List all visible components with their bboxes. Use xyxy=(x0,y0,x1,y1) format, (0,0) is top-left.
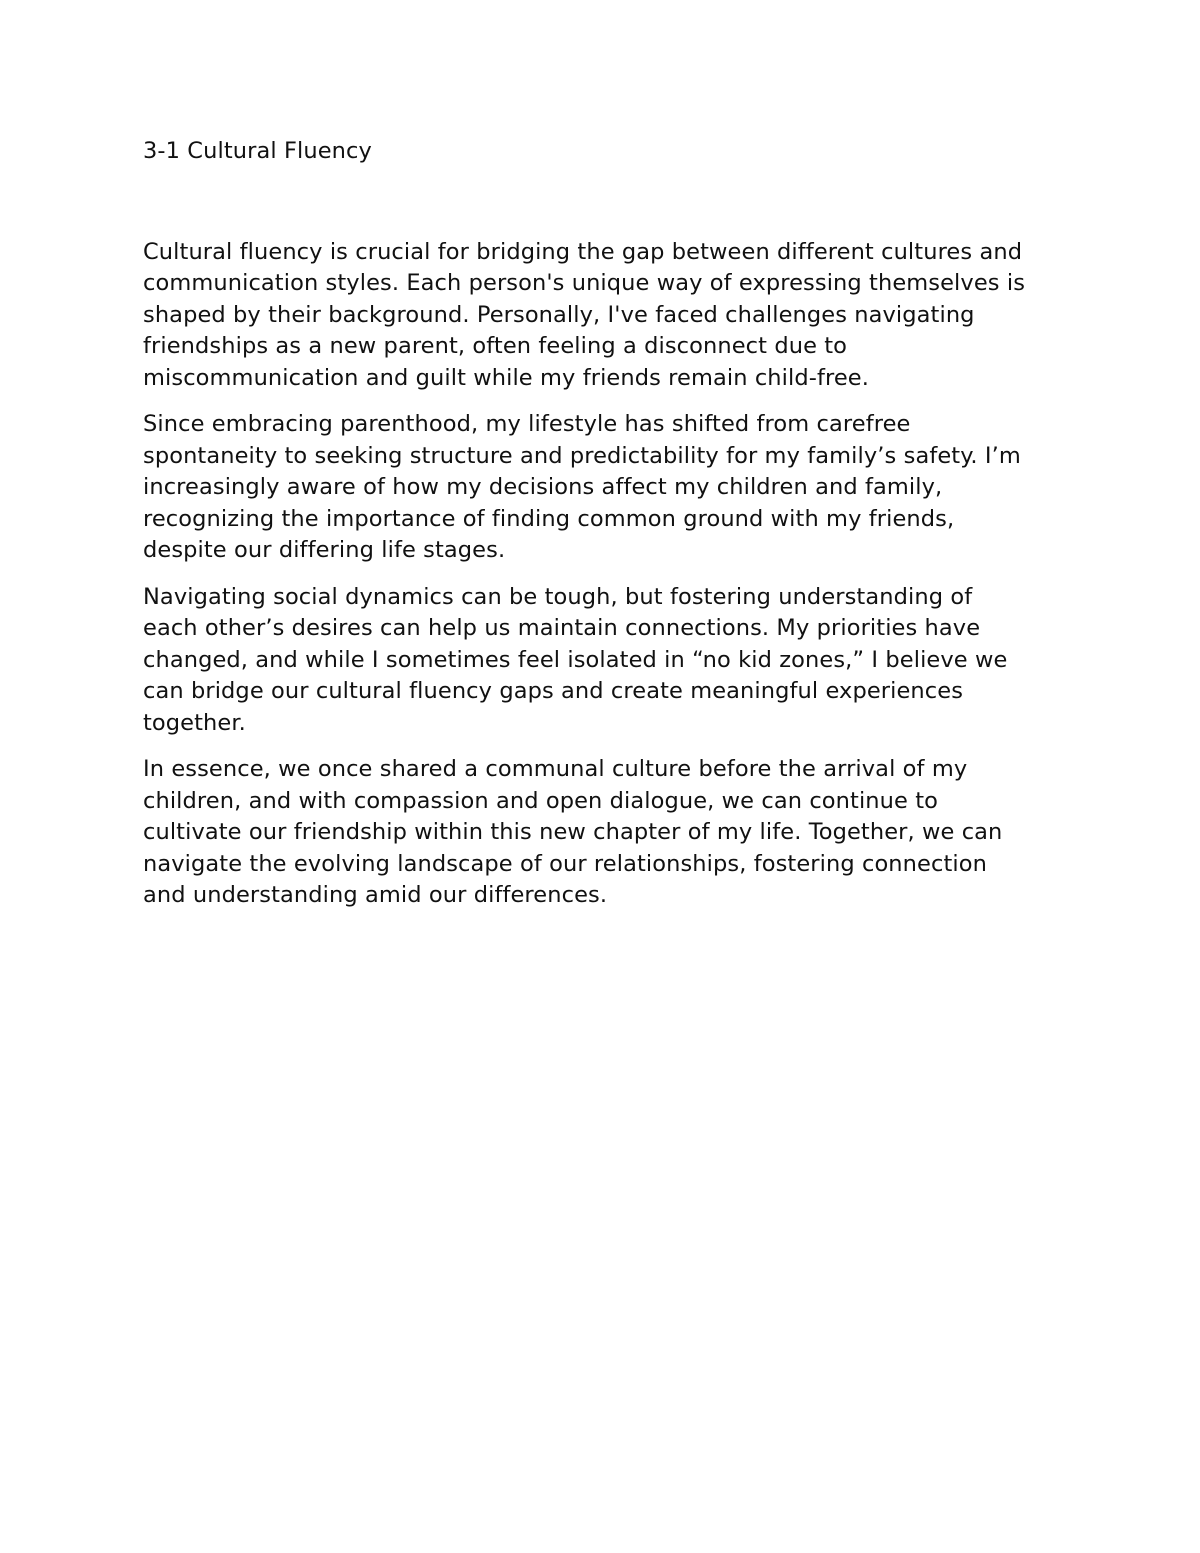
paragraph-line: friendships as a new parent, often feeling a disconnect due to xyxy=(143,333,848,359)
paragraph-line: Cultural fluency is crucial for bridging the gap between different cultures and xyxy=(143,238,1023,265)
paragraph-line: together. xyxy=(143,709,246,736)
paragraph-line: cultivate our friendship within this new chapter of my life. Together, we can xyxy=(143,819,1003,845)
document-title: 3-1 Cultural Fluency xyxy=(143,138,372,164)
paragraph-2 xyxy=(143,409,1068,567)
paragraph-line: and understanding amid our differences. xyxy=(143,882,608,908)
document-content xyxy=(143,136,1068,927)
paragraph-line: changed, and while I sometimes feel isolated in “no kid zones,” I believe we xyxy=(143,646,1008,673)
paragraph-line: recognizing the importance of finding common ground with my friends, xyxy=(143,505,955,532)
paragraph-line: can bridge our cultural fluency gaps and create meaningful experiences xyxy=(143,678,964,704)
paragraph-line: each other’s desires can help us maintain connections. My priorities have xyxy=(143,615,981,641)
paragraph-line: increasingly aware of how my decisions affect my children and family, xyxy=(143,474,943,500)
paragraph-line: spontaneity to seeking structure and predictability for my family’s safety. I’m xyxy=(143,442,1021,469)
paragraph-line: communication styles. Each person's unique way of expressing themselves is xyxy=(143,270,1026,296)
paragraph-1 xyxy=(143,237,1068,395)
paragraph-line: miscommunication and guilt while my friends remain child-free. xyxy=(143,364,869,391)
paragraph-line: children, and with compassion and open dialogue, we can continue to xyxy=(143,787,939,814)
paragraph-3 xyxy=(143,582,1068,740)
paragraph-line: Navigating social dynamics can be tough, but fostering understanding of xyxy=(143,583,973,610)
paragraph-4 xyxy=(143,754,1068,912)
paragraph-line: In essence, we once shared a communal culture before the arrival of my xyxy=(143,756,968,782)
paragraph-line: navigate the evolving landscape of our relationships, fostering connection xyxy=(143,850,987,877)
paragraph-line: despite our differing life stages. xyxy=(143,537,506,563)
paragraph-line: shaped by their background. Personally, I've faced challenges navigating xyxy=(143,301,975,328)
document-body xyxy=(143,237,1068,912)
paragraph-line: Since embracing parenthood, my lifestyle has shifted from carefree xyxy=(143,411,911,437)
